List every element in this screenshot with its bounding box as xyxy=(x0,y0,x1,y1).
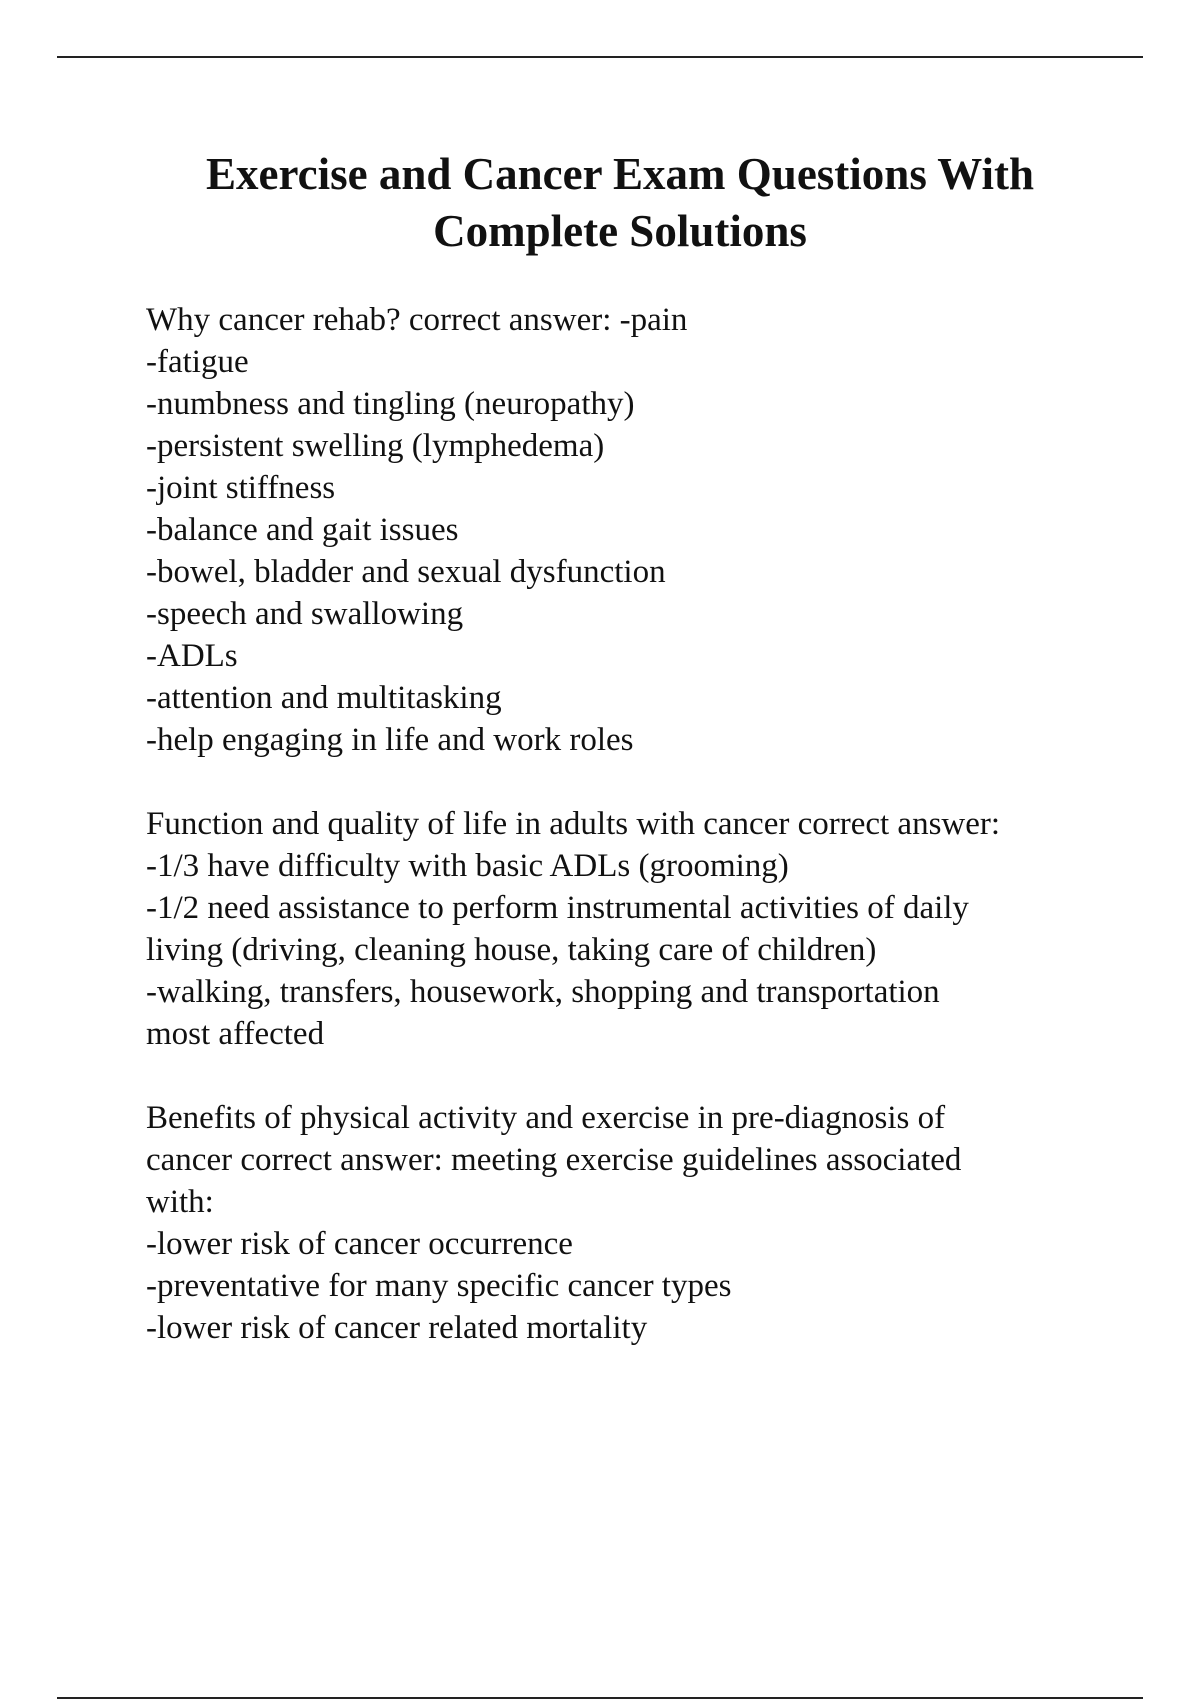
answer-line: -attention and multitasking xyxy=(146,680,502,716)
answer-line: -1/3 have difficulty with basic ADLs (grooming) xyxy=(146,848,789,884)
answer-line: -lower risk of cancer related mortality xyxy=(146,1310,648,1346)
question-line: Benefits of physical activity and exercise in pre-diagnosis of xyxy=(146,1100,946,1136)
answer-line: -ADLs xyxy=(146,638,238,674)
answer-line: -numbness and tingling (neuropathy) xyxy=(146,386,635,422)
answer-line: -walking, transfers, housework, shopping and transportation xyxy=(146,974,940,1010)
answer-line: -joint stiffness xyxy=(146,470,336,506)
qa-block-function-quality-of-life xyxy=(146,803,1146,1055)
answer-line: living (driving, cleaning house, taking care of children) xyxy=(146,932,877,968)
answer-line: -balance and gait issues xyxy=(146,512,459,548)
question-line: Why cancer rehab? correct answer: -pain xyxy=(146,302,688,338)
qa-block-cancer-rehab xyxy=(146,299,1146,761)
answer-line: with: xyxy=(146,1184,214,1220)
answer-line: -lower risk of cancer occurrence xyxy=(146,1226,573,1262)
document-title xyxy=(120,146,1120,260)
answer-line: most affected xyxy=(146,1016,325,1052)
answer-line: -speech and swallowing xyxy=(146,596,464,632)
bottom-rule xyxy=(57,1697,1143,1699)
answer-line: -bowel, bladder and sexual dysfunction xyxy=(146,554,666,590)
answer-line: -help engaging in life and work roles xyxy=(146,722,634,758)
question-line: Function and quality of life in adults with cancer correct answer: xyxy=(146,806,1001,842)
answer-line: -persistent swelling (lymphedema) xyxy=(146,428,605,464)
qa-block-exercise-benefits xyxy=(146,1097,1146,1349)
answer-line: -1/2 need assistance to perform instrumental activities of daily xyxy=(146,890,969,926)
title-line-2: Complete Solutions xyxy=(433,206,807,256)
title-line-1: Exercise and Cancer Exam Questions With xyxy=(206,149,1034,199)
answer-line: -fatigue xyxy=(146,344,249,380)
document-body xyxy=(146,299,1146,1349)
answer-line: -preventative for many specific cancer types xyxy=(146,1268,732,1304)
question-line: cancer correct answer: meeting exercise guidelines associated xyxy=(146,1142,962,1178)
top-rule xyxy=(57,56,1143,58)
